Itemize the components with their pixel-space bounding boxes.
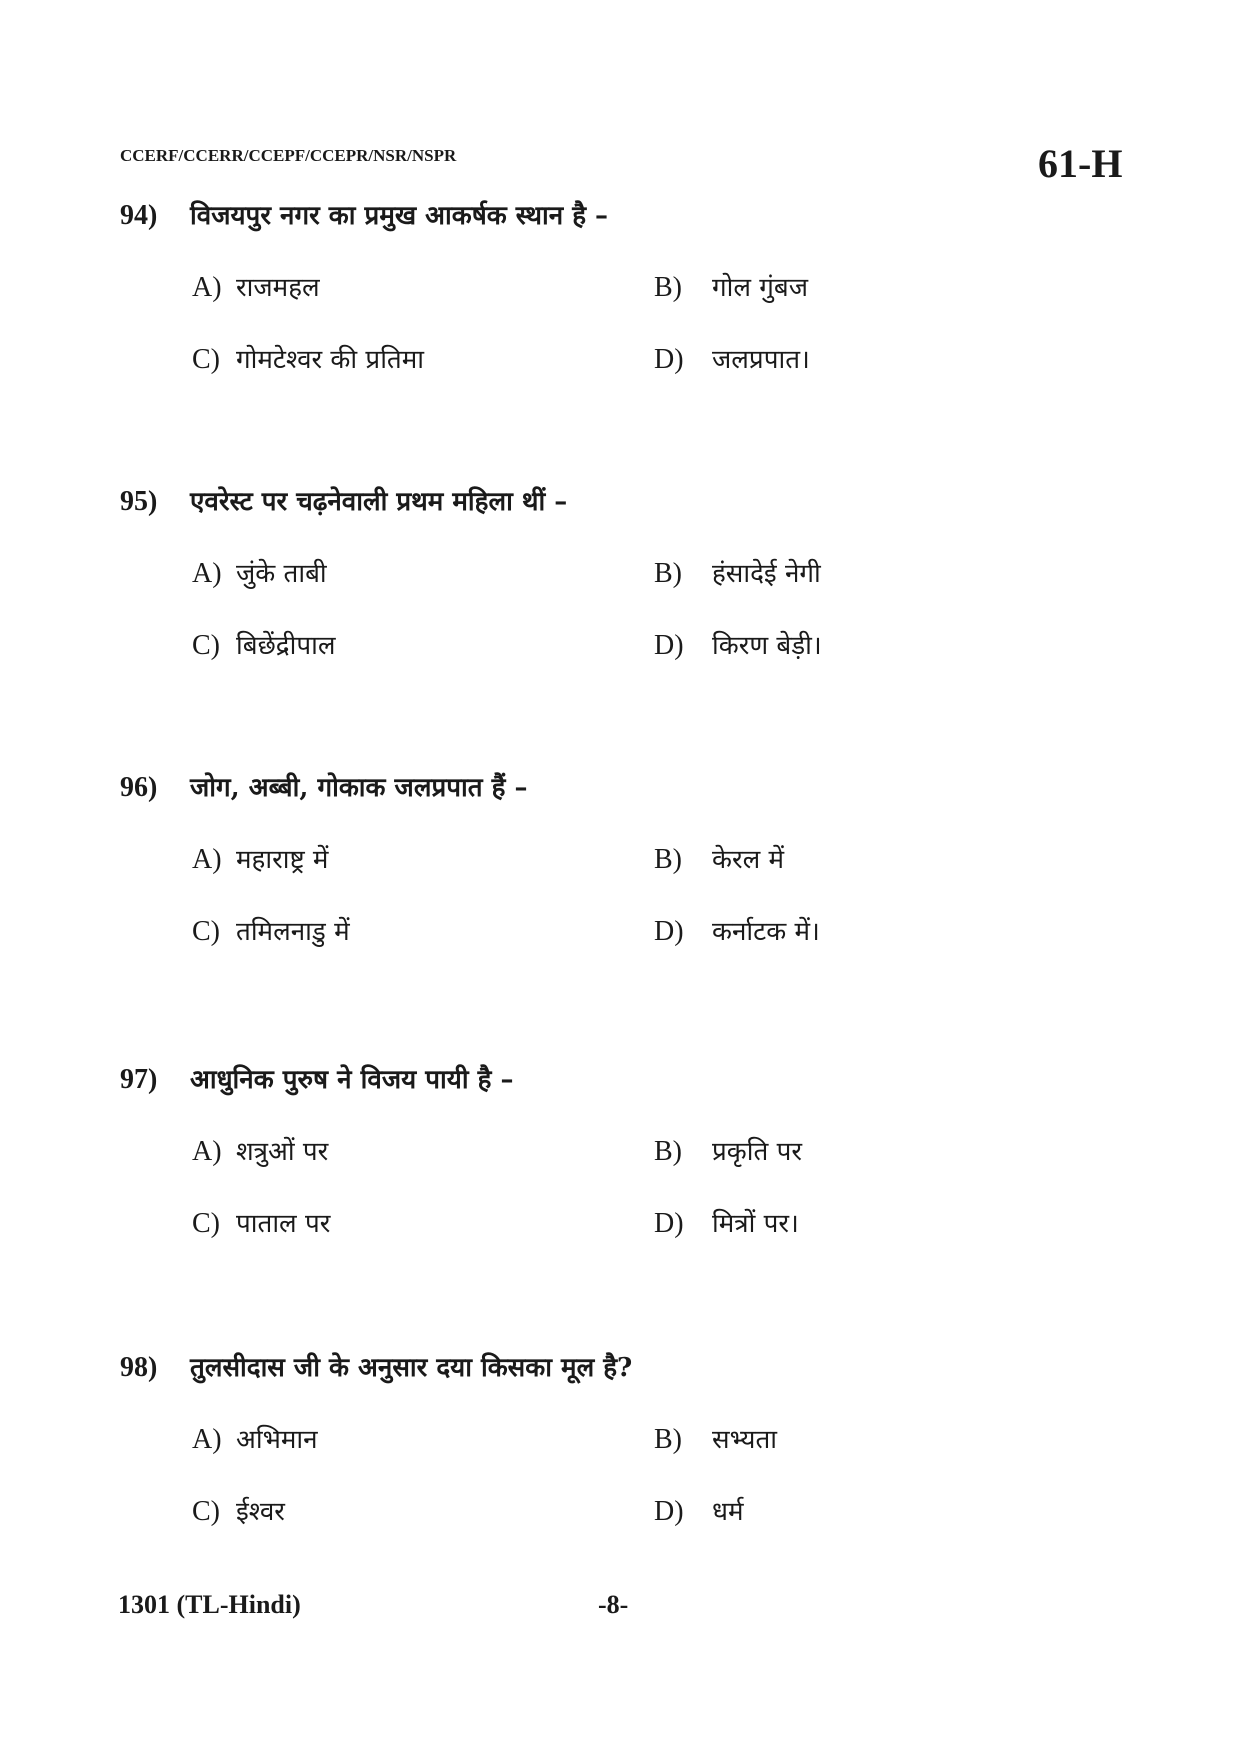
option-label: C) [192,916,220,947]
option-text: प्रकृति पर [712,1137,802,1167]
question-97 [120,1060,1120,1248]
question-text: जोग, अब्बी, गोकाक जलप्रपात हैं – [190,773,528,803]
option-label: D) [654,1208,684,1239]
question-94 [120,196,1120,384]
option-label: C) [192,1208,220,1239]
question-96 [120,768,1120,956]
option-label: C) [192,630,220,661]
option-a [192,1420,318,1456]
option-text: धर्म [712,1497,744,1527]
question-number: 96) [120,772,158,803]
option-text: कर्नाटक में। [712,917,820,947]
option-a [192,554,327,590]
option-text: राजमहल [236,273,320,303]
question-number: 98) [120,1352,158,1383]
option-b [654,554,821,590]
option-c [192,1492,285,1528]
question-number: 94) [120,200,158,231]
option-c [192,1204,330,1240]
question-95 [120,482,1120,670]
option-text: शत्रुओं पर [236,1137,329,1167]
option-label: D) [654,344,684,375]
option-d [654,912,820,948]
question-text: विजयपुर नगर का प्रमुख आकर्षक स्थान है – [190,201,609,231]
option-label: B) [654,1136,682,1167]
option-label: B) [654,272,682,303]
question-number: 95) [120,486,158,517]
option-label: C) [192,344,220,375]
option-text: महाराष्ट्र में [236,845,329,875]
option-text: तमिलनाडु में [236,917,350,947]
option-label: D) [654,1496,684,1527]
option-label: B) [654,844,682,875]
option-d [654,1492,744,1528]
option-text: गोमटेश्वर की प्रतिमा [236,345,425,375]
option-a [192,268,320,304]
option-text: केरल में [712,845,785,875]
option-b [654,268,808,304]
question-text: एवरेस्ट पर चढ़नेवाली प्रथम महिला थीं – [190,487,568,517]
option-c [192,626,335,662]
option-b [654,1132,802,1168]
page-number: -8- [598,1590,629,1619]
option-label: D) [654,916,684,947]
option-text: किरण बेड़ी। [712,631,822,661]
option-b [654,1420,777,1456]
question-number: 97) [120,1064,158,1095]
paper-code: 1301 (TL-Hindi) [118,1590,301,1619]
option-text: जुंके ताबी [236,559,327,589]
option-label: C) [192,1496,220,1527]
option-text: अभिमान [236,1425,318,1455]
option-text: गोल गुंबज [712,273,809,303]
option-label: A) [192,558,222,589]
option-b [654,840,784,876]
option-text: सभ्यता [712,1425,778,1455]
question-98 [120,1348,1120,1536]
question-text: तुलसीदास जी के अनुसार दया किसका मूल है? [190,1353,633,1383]
option-text: बिछेंद्रीपाल [236,631,336,661]
question-text: आधुनिक पुरुष ने विजय पायी है – [190,1065,514,1095]
option-c [192,340,424,376]
option-text: हंसादेई नेगी [712,559,821,589]
option-label: B) [654,1424,682,1455]
option-text: जलप्रपात। [712,345,810,375]
option-a [192,1132,328,1168]
option-d [654,340,810,376]
option-a [192,840,328,876]
option-d [654,1204,799,1240]
option-label: A) [192,1424,222,1455]
option-label: A) [192,1136,222,1167]
option-c [192,912,350,948]
option-text: ईश्वर [236,1497,285,1527]
exam-code: CCERF/CCERR/CCEPF/CCEPR/NSR/NSPR [120,146,457,165]
option-label: D) [654,630,684,661]
option-d [654,626,822,662]
option-label: A) [192,844,222,875]
option-label: A) [192,272,222,303]
question-set-code: 61-H [1038,141,1123,186]
option-text: मित्रों पर। [712,1209,799,1239]
option-label: B) [654,558,682,589]
option-text: पाताल पर [236,1209,331,1239]
